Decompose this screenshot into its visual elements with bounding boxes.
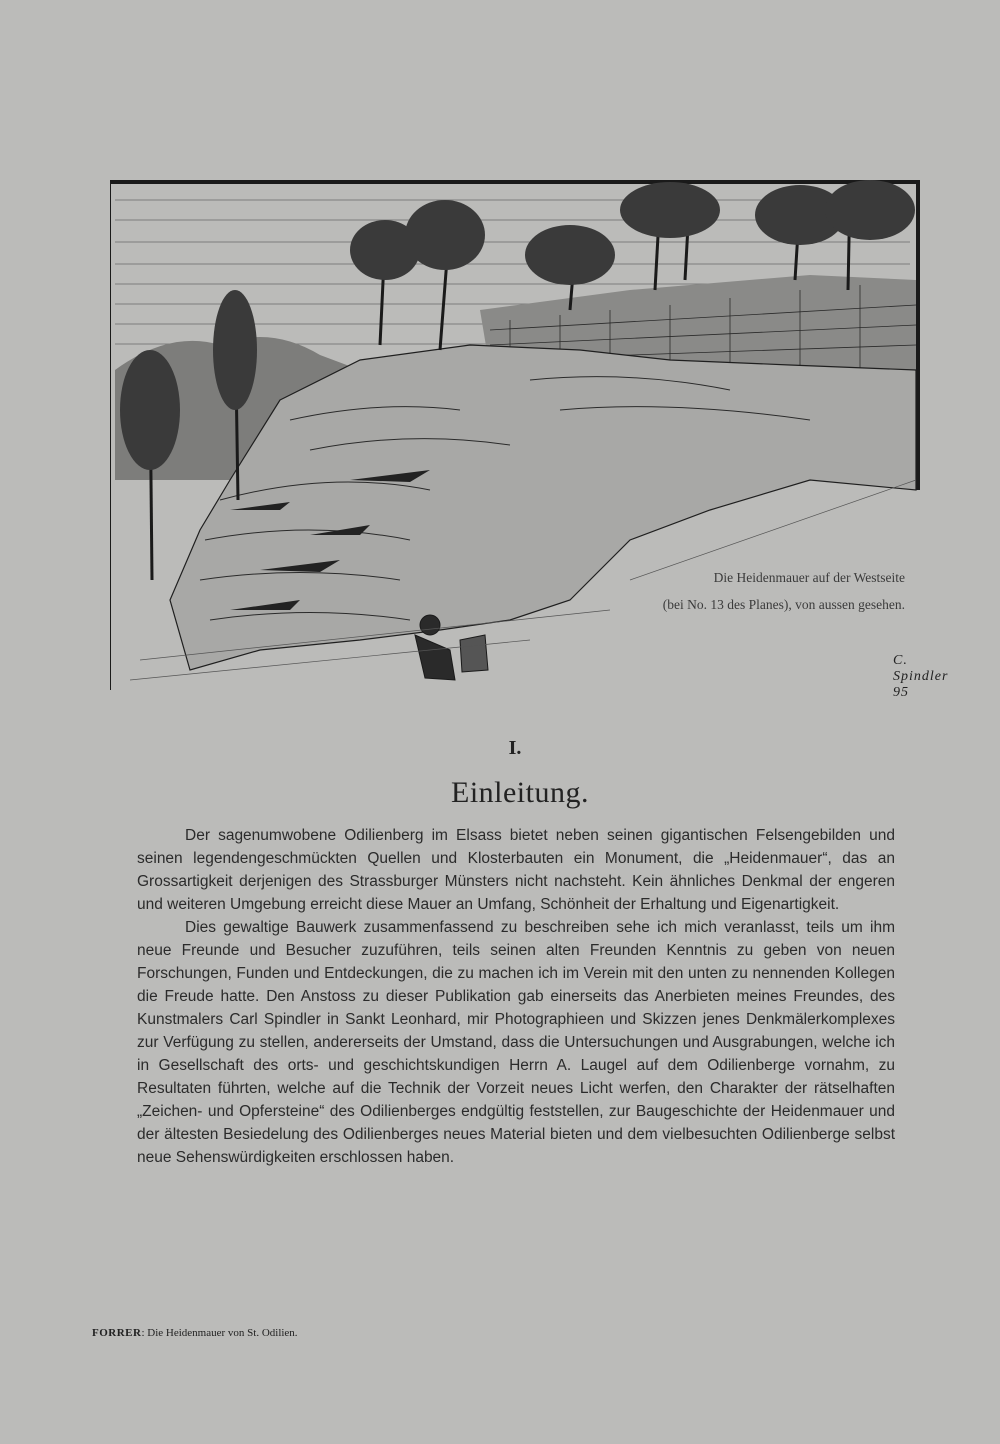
body-text — [137, 824, 895, 1169]
chapter-number: I. — [508, 737, 522, 759]
page-footer — [92, 1327, 298, 1339]
caption-line-2: (bei No. 13 des Planes), von aussen gesehen. — [662, 597, 905, 612]
footer-title: : Die Heidenmauer von St. Odilien. — [141, 1327, 298, 1339]
footer-author: FORRER — [92, 1327, 142, 1339]
chapter-title: Einleitung. — [451, 776, 589, 809]
artist-signature: C. Spindler 95 — [893, 653, 949, 700]
paragraph-1: Der sagenumwobene Odilienberg im Elsass bietet neben seinen gigantischen Felsengebilden und seinen legendengeschmückten Quellen und Klosterbauten ein Monument, die „Heidenmauer“, das an Grossartigkeit derjenigen des Strassburger Münsters nicht nachsteht. Kein ähnliches Denkmal der engeren und weiteren Umgebung erreicht diese Mauer an Umfang, Schönheit der Erhaltung und Eigenartigkeit. — [137, 827, 895, 913]
paragraph-2: Dies gewaltige Bauwerk zusammenfassend zu beschreiben sehe ich mich veranlasst, teils um ihm neue Freunde und Besucher zuzuführen, teils seinen alten Freunden Kenntnis zu geben von neuen Forschungen, Funden und Entdeckungen, die zu machen ich im Verein mit den unten zu nennenden Kollegen die Freude hatte. Den Anstoss zu dieser Publikation gab einerseits das Anerbieten meines Freundes, des Kunstmalers Carl Spindler in Sankt Leonhard, mir Photographieen und Skizzen jenes Denkmälerkomplexes zur Verfügung zu stellen, andererseits der Umstand, dass die Untersuchungen und Ausgrabungen, welche ich in Gesellschaft des orts- und geschichtskundigen Herrn A. Laugel auf dem Odilienberge vornahm, zu Resultaten führten, welche auf die Technik der Vorzeit neues Licht werfen, den Charakter der rätselhaften „Zeichen- und Opfersteine“ des Odilienberges endgültig feststellen, zur Baugeschichte der Heidenmauer und der ältesten Besiedelung des Odilienberges neues Material bieten und dem vielbesuchten Odilienberge selbst neue Sehenswürdigkeiten erschlossen haben. — [137, 919, 895, 1166]
caption-line-1: Die Heidenmauer auf der Westseite — [713, 570, 905, 585]
figure-caption — [560, 564, 905, 618]
